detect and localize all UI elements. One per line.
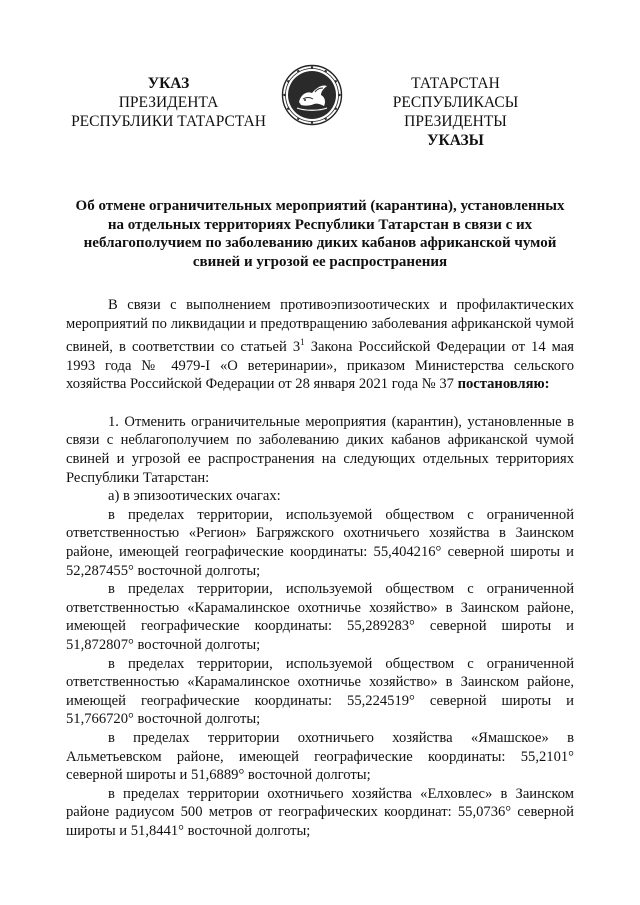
point-1: 1. Отменить ограничительные мероприятия (карантин), установленные в связи с неблагополучием по заболеванию диких кабанов африканской чумой свиней и угрозой ее распространения на следующих отдельных территориях Республики Татарстан: xyxy=(66,413,574,486)
list-item: в пределах территории охотничьего хозяйства «Ямашское» в Альметьевском районе, имеющей географические координаты: 55,2101° северной широты и 51,6889° восточной долготы; xyxy=(66,729,574,784)
header-left-line2: ПРЕЗИДЕНТА xyxy=(118,94,219,111)
preamble xyxy=(66,296,574,394)
preamble-sup: 1 xyxy=(300,337,305,348)
decree-word: постановляю: xyxy=(457,376,550,393)
list-item: в пределах территории, используемой обществом с ограниченной ответственностью «Карамалинское охотничье хозяйство» в Заинском районе, имеющей географические координаты: 55,289283° северной широты и 51,872807° восточной долготы; xyxy=(66,581,574,653)
list-item: в пределах территории, используемой обществом с ограниченной ответственностью «Карамалинское охотничье хозяйство» в Заинском районе, имеющей географические координаты: 55,224519° северной широты и 51,766720° восточной долготы; xyxy=(66,655,574,728)
preamble-text-2: Закона Российской Федерации от 14 мая 1993 года № 4979-I «О ветеринарии», приказом Министерства сельского хозяйства Российской Федерации от 28 января 2021 года № 37 xyxy=(66,339,575,393)
preamble-text-1: В связи с выполнением противоэпизоотических и профилактических мероприятий по ликвидации и предотвращению заболевания африканской чумой свиней, в соответствии со статьей 3 xyxy=(66,297,574,356)
subpoint-a: а) в эпизоотических очагах: xyxy=(108,488,281,505)
header-left xyxy=(66,74,271,131)
list-item: в пределах территории охотничьего хозяйства «Елховлес» в Заинском районе радиусом 500 метров от географических координат: 55,0736° северной широты и 51,8441° восточной долготы; xyxy=(66,785,574,839)
header-right-line3: УКАЗЫ xyxy=(427,132,484,149)
header-right-line1: ТАТАРСТАН РЕСПУБЛИКАСЫ xyxy=(392,75,519,111)
decree-body xyxy=(66,296,574,840)
header-right xyxy=(353,74,558,150)
header-right-line2: ПРЕЗИДЕНТЫ xyxy=(404,113,507,130)
decree-title: Об отмене ограничительных мероприятий (карантина), установленных на отдельных территориях Республики Татарстан в связи с их неблагополучием по заболеванию диких кабанов африканской чумой свиней и угрозой ее распространения xyxy=(75,198,565,270)
list-item: в пределах территории, используемой обществом с ограниченной ответственностью «Регион» Багряжского охотничьего хозяйства в Заинском районе, имеющей географические координаты: 55,404216° северной широты и 52,287455° восточной долготы; xyxy=(66,506,574,579)
tatarstan-coat-of-arms-icon xyxy=(281,64,343,126)
header-left-line1: УКАЗ xyxy=(147,75,190,92)
header-left-line3: РЕСПУБЛИКИ ТАТАРСТАН xyxy=(71,113,266,130)
